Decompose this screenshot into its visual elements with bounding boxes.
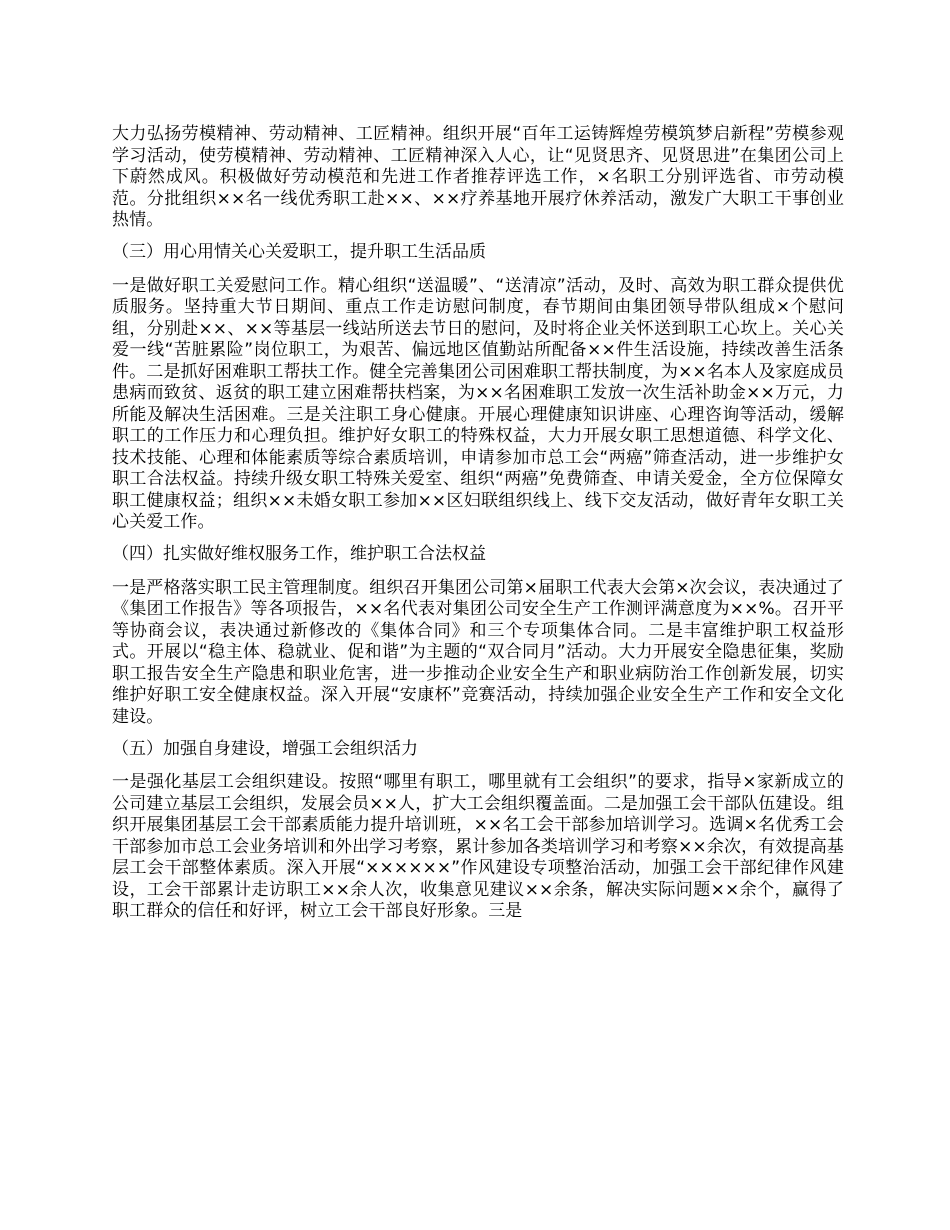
section-heading-3: （三）用心用情关心关爱职工，提升职工生活品质	[112, 242, 486, 262]
document-page	[112, 124, 844, 933]
paragraph-rights-protection: 一是严格落实职工民主管理制度。组织召开集团公司第×届职工代表大会第×次会议，表决通过了《集团工作报告》等各项报告，××名代表对集团公司安全生产工作测评满意度为××%。召开平等协商会议，表决通过新修改的《集体合同》和三个专项集体合同。二是丰富维护职工权益形式。开展以“稳主体、稳就业、促和谐”为主题的“双合同月”活动。大力开展安全隐患征集，奖励职工报告安全生产隐患和职业危害，进一步推动企业安全生产和职业病防治工作创新发展，切实维护好职工安全健康权益。深入开展“安康杯”竞赛活动，持续加强企业安全生产工作和安全文化建设。	[112, 577, 844, 727]
paragraph-employee-care: 一是做好职工关爱慰问工作。精心组织“送温暖”、“送清凉”活动，及时、高效为职工群众提供优质服务。坚持重大节日期间、重点工作走访慰问制度，春节期间由集团领导带队组成×个慰问组，分别赴××、××等基层一线站所送去节日的慰问，及时将企业关怀送到职工心坎上。关心关爱一线“苦脏累险”岗位职工，为艰苦、偏远地区值勤站所配备××件生活设施，持续改善生活条件。二是抓好困难职工帮扶工作。健全完善集团公司困难职工帮扶制度，为××名本人及家庭成员患病而致贫、返贫的职工建立困难帮扶档案，为××名困难职工发放一次生活补助金××万元，力所能及解决生活困难。三是关注职工身心健康。开展心理健康知识讲座、心理咨询等活动，缓解职工的工作压力和心理负担。维护好女职工的特殊权益，大力开展女职工思想道德、科学文化、技术技能、心理和体能素质等综合素质培训，申请参加市总工会“两癌”筛查活动，进一步维护女职工合法权益。持续升级女职工特殊关爱室、组织“两癌”免费筛查、申请关爱金，全方位保障女职工健康权益；组织××未婚女职工参加××区妇联组织线上、线下交友活动，做好青年女职工关心关爱工作。	[112, 275, 844, 532]
section-heading-5: （五）加强自身建设，增强工会组织活力	[112, 738, 418, 759]
paragraph-self-construction: 一是强化基层工会组织建设。按照“哪里有职工，哪里就有工会组织”的要求，指导×家新成立的公司建立基层工会组织，发展会员××人，扩大工会组织覆盖面。二是加强工会干部队伍建设。组织开展集团基层工会干部素质能力提升培训班，××名工会干部参加培训学习。选调×名优秀工会干部参加市总工会业务培训和外出学习考察，累计参加各类培训学习和考察××余次，有效提高基层工会干部整体素质。深入开展“××××××”作风建设专项整治活动，加强工会干部纪律作风建设，工会干部累计走访职工××余人次，收集意见建议××余条，解决实际问题××余个，赢得了职工群众的信任和好评，树立工会干部良好形象。三是	[112, 772, 844, 921]
paragraph-labor-model-spirit: 大力弘扬劳模精神、劳动精神、工匠精神。组织开展“百年工运铸辉煌劳模筑梦启新程”劳模参观学习活动，使劳模精神、劳动精神、工匠精神深入人心，让“见贤思齐、见贤思进”在集团公司上下蔚然成风。积极做好劳动模范和先进工作者推荐评选工作，×名职工分别评选省、市劳动模范。分批组织××名一线优秀职工赴××、××疗养基地开展疗休养活动，激发广大职工干事创业热情。	[112, 124, 844, 230]
section-heading-4: （四）扎实做好维权服务工作，维护职工合法权益	[112, 544, 486, 564]
